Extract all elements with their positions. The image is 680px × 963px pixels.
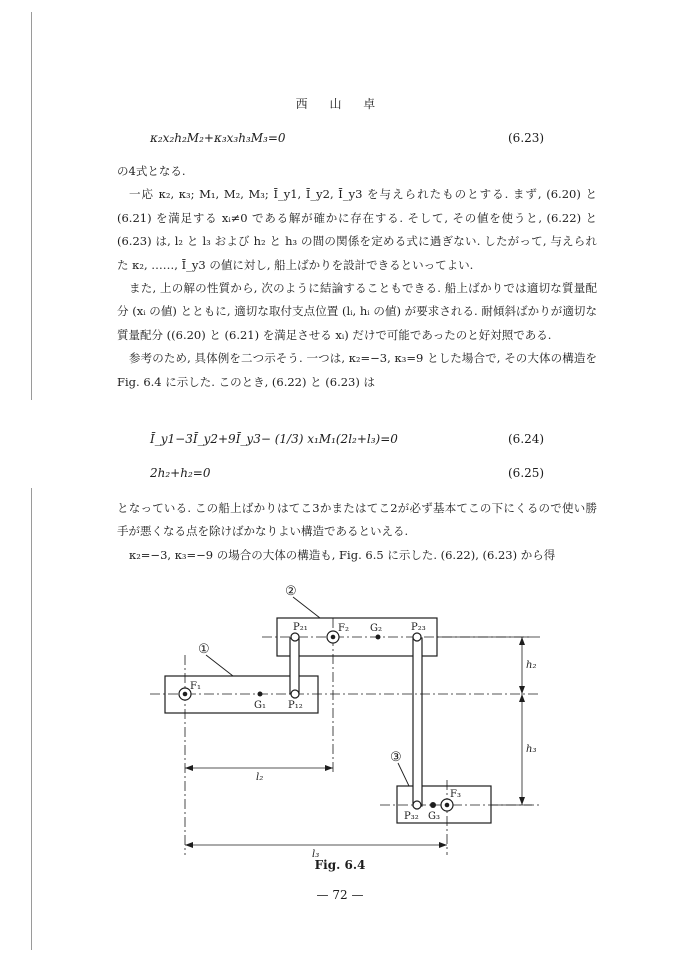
paragraph: の4式となる. [117, 164, 186, 178]
link-p21-p12 [290, 638, 299, 694]
label-lever-3: ③ [390, 750, 402, 765]
equation-6-23: κ₂x₂h₂M₂+κ₃x₃h₃M₃=0 [150, 131, 286, 145]
label-g1: G₁ [254, 700, 266, 711]
equation-6-25: 2h₂+h₂=0 [150, 466, 211, 480]
fulcrum-f1-center [183, 692, 188, 697]
leader-lever-3 [398, 763, 409, 786]
fulcrum-f2-center [331, 635, 336, 640]
page-header-author: 西 山 卓 [295, 97, 385, 111]
point-p12 [291, 690, 299, 698]
label-f1: F₁ [190, 681, 201, 692]
paragraph: 参考のため, 具体例を二つ示そう. 一つは, κ₂=−3, κ₃=9 とした場合で, その大体の構造を Fig. 6.4 に示した. このとき, (6.22) と (6.23) は [117, 351, 597, 389]
arrowhead [519, 686, 525, 694]
page-number: — 72 — [316, 888, 364, 902]
label-p12: P₁₂ [288, 700, 303, 711]
label-p21: P₂₁ [293, 622, 308, 633]
point-p32 [413, 801, 421, 809]
label-p32: P₃₂ [404, 811, 419, 822]
paragraph: κ₂=−3, κ₃=−9 の場合の大体の構造も, Fig. 6.5 に示した. (6.22), (6.23) から得 [129, 547, 556, 562]
arrowhead [439, 842, 447, 848]
equation-6-24: Ī_y1−3Ī_y2+9Ī_y3− (1/3) x₁M₁(2l₂+l₃)=0 [150, 432, 398, 446]
label-g2: G₂ [370, 623, 382, 634]
label-lever-1: ① [198, 642, 210, 657]
equation-number-6-24: (6.24) [508, 432, 545, 446]
point-p23 [413, 633, 421, 641]
figure-caption: Fig. 6.4 [314, 858, 366, 872]
label-lever-2: ② [285, 584, 297, 599]
arrowhead [519, 637, 525, 645]
dim-label-l3: l₃ [312, 849, 320, 860]
dim-label-h3: h₃ [526, 744, 537, 755]
fulcrum-f3-center [445, 803, 450, 808]
label-g3: G₃ [428, 811, 440, 822]
leader-lever-1 [206, 655, 233, 676]
label-f3: F₃ [450, 789, 461, 800]
arrowhead [519, 694, 525, 702]
centroid-g3 [430, 802, 436, 808]
label-p23: P₂₃ [411, 622, 426, 633]
paragraph: となっている. この船上ばかりはてこ3かまたはてこ2が必ず基本てこの下にくるので使い勝手が悪くなる点を除けばかなりよい構造であるといえる. [117, 501, 597, 539]
centroid-g2 [376, 635, 381, 640]
arrowhead [185, 842, 193, 848]
arrowhead [519, 797, 525, 805]
point-p21 [291, 633, 299, 641]
arrowhead [325, 765, 333, 771]
equation-number-6-23: (6.23) [508, 131, 545, 145]
centroid-g1 [258, 692, 263, 697]
paragraph: また, 上の解の性質から, 次のように結論することもできる. 船上ばかりでは適切な質量配分 (xᵢ の値) とともに, 適切な取付支点位置 (lᵢ, hᵢ の値) が要求される. 耐傾斜ばかりが適切な質量配分 ((6.20) と (6.21) を満足させる xᵢ) だけで可能であったのと好対照である. [117, 281, 597, 342]
arrowhead [185, 765, 193, 771]
link-p23-p32 [413, 638, 422, 806]
equation-number-6-25: (6.25) [508, 466, 545, 480]
paragraph: 一応 κ₂, κ₃; M₁, M₂, M₃; Ī_y1, Ī_y2, Ī_y3 を与えられたものとする. まず, (6.20) と (6.21) を満足する xᵢ≠0 である解が確かに存在する. そして, その値を使うと, (6.22) と (6.23) は, l₂ と l₃ および h₂ と h₃ の間の関係を定める式に過ぎない. したがって, 与えられた κ₂, ……, Ī_y3 の値に対し, 船上ばかりを設計できるといってよい. [117, 187, 597, 272]
label-f2: F₂ [338, 623, 349, 634]
dim-label-h2: h₂ [526, 660, 537, 671]
dim-label-l2: l₂ [256, 772, 264, 783]
leader-lever-2 [293, 597, 320, 618]
